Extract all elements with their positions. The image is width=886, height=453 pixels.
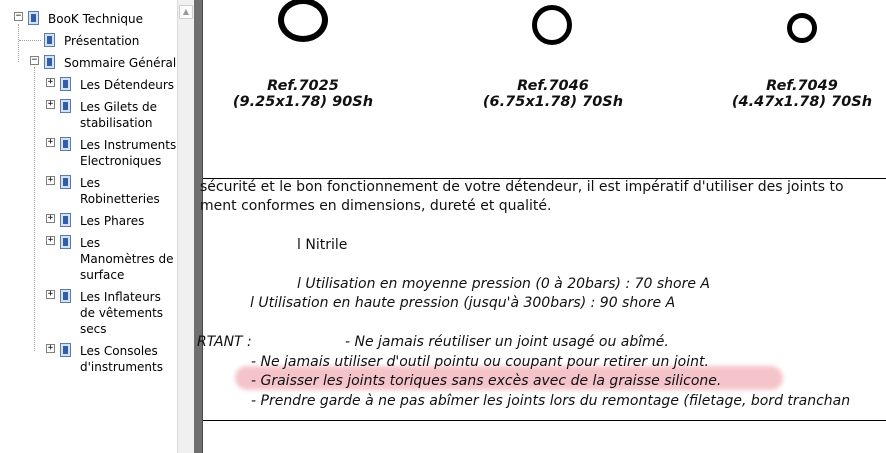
sidebar-scrollbar[interactable] [177, 0, 195, 453]
o-ring-7046-image [532, 5, 572, 45]
ref-name: Ref.7046 [517, 78, 589, 94]
toc-item-label: Présentation [64, 34, 140, 48]
toc-item-detendeurs[interactable] [0, 76, 177, 94]
toc-item-label: Les Manomètres de surface [80, 236, 174, 282]
warning-line: - Graisser les joints toriques sans excès avec de la graisse silicone. [251, 373, 722, 389]
toc-item-book-technique[interactable] [0, 10, 177, 28]
expand-toggle-icon[interactable]: + [47, 99, 54, 109]
warning-line: - Ne jamais utiliser d'outil pointu ou coupant pour retirer un joint. [251, 354, 709, 370]
pane-splitter[interactable] [194, 0, 203, 453]
toc-item-inflateurs[interactable] [0, 288, 177, 338]
o-ring-7025-image [278, 0, 328, 42]
divider [203, 420, 886, 421]
toc-item-label: Les Consoles d'instruments [80, 344, 163, 374]
ref-name: Ref.7025 [267, 78, 339, 94]
toc-item-instruments[interactable] [0, 136, 177, 170]
book-icon [60, 289, 71, 303]
toc-item-label: BooK Technique [48, 12, 144, 26]
toc-item-label: Les Robinetteries [80, 176, 160, 206]
collapse-toggle-icon[interactable]: − [15, 11, 22, 21]
pressure-high-line: l Utilisation en haute pression (jusqu'à 300bars) : 90 shore A [250, 295, 676, 311]
book-icon [44, 55, 55, 69]
paragraph-line: ment conformes en dimensions, dureté et qualité. [200, 198, 552, 214]
expand-toggle-icon[interactable]: + [47, 235, 54, 245]
toc-item-robinetteries[interactable] [0, 174, 177, 208]
ref-dims: (6.75x1.78) 70Sh [482, 94, 624, 110]
expand-toggle-icon[interactable]: + [47, 343, 54, 353]
collapse-toggle-icon[interactable]: − [31, 55, 38, 65]
toc-item-label: Les Instruments Electroniques [80, 138, 177, 168]
ref-7046-caption [473, 78, 633, 110]
book-icon [60, 175, 71, 189]
book-icon [60, 235, 71, 249]
ref-7049-caption [722, 78, 882, 110]
book-icon [60, 77, 71, 91]
toc-item-phares[interactable] [0, 212, 177, 230]
expand-toggle-icon[interactable]: + [47, 289, 54, 299]
book-icon [28, 11, 39, 25]
document-pane [197, 0, 886, 453]
o-ring-7049-image [787, 13, 817, 43]
book-icon [60, 99, 71, 113]
toc-item-consoles[interactable] [0, 342, 177, 376]
page-icon [44, 33, 55, 47]
book-icon [60, 213, 71, 227]
expand-toggle-icon[interactable]: + [47, 213, 54, 223]
pressure-medium-line: l Utilisation en moyenne pression (0 à 20bars) : 70 shore A [297, 276, 711, 292]
ref-name: Ref.7049 [766, 78, 838, 94]
expand-toggle-icon[interactable]: + [47, 77, 54, 87]
toc-item-label: Les Gilets de stabilisation [80, 100, 158, 130]
book-icon [60, 343, 71, 357]
important-label: RTANT : [197, 334, 252, 350]
ref-dims: (4.47x1.78) 70Sh [731, 94, 873, 110]
material-line: l Nitrile [297, 237, 348, 253]
expand-toggle-icon[interactable]: + [47, 137, 54, 147]
warning-line: - Prendre garde à ne pas abîmer les joints lors du remontage (filetage, bord tranchan [251, 393, 851, 409]
ref-7025-caption [223, 78, 383, 110]
toc-item-manometres[interactable] [0, 234, 177, 284]
warning-line: - Ne jamais réutiliser un joint usagé ou abîmé. [345, 334, 669, 350]
toc-item-gilets[interactable] [0, 98, 177, 132]
toc-item-label: Les Inflateurs de vêtements secs [80, 290, 164, 336]
paragraph-line: sécurité et le bon fonctionnement de votre détendeur, il est impératif d'utiliser des joints to [200, 179, 844, 195]
toc-item-label: Sommaire Général [64, 56, 177, 70]
expand-toggle-icon[interactable]: + [47, 175, 54, 185]
toc-item-sommaire-general[interactable] [0, 54, 177, 72]
toc-item-presentation[interactable] [0, 32, 177, 50]
toc-item-label: Les Détendeurs [80, 78, 175, 92]
ref-dims: (9.25x1.78) 90Sh [232, 94, 374, 110]
book-icon [60, 137, 71, 151]
toc-item-label: Les Phares [80, 214, 145, 228]
toc-sidebar [0, 0, 177, 453]
scroll-up-arrow-icon[interactable]: ▲ [179, 5, 193, 19]
